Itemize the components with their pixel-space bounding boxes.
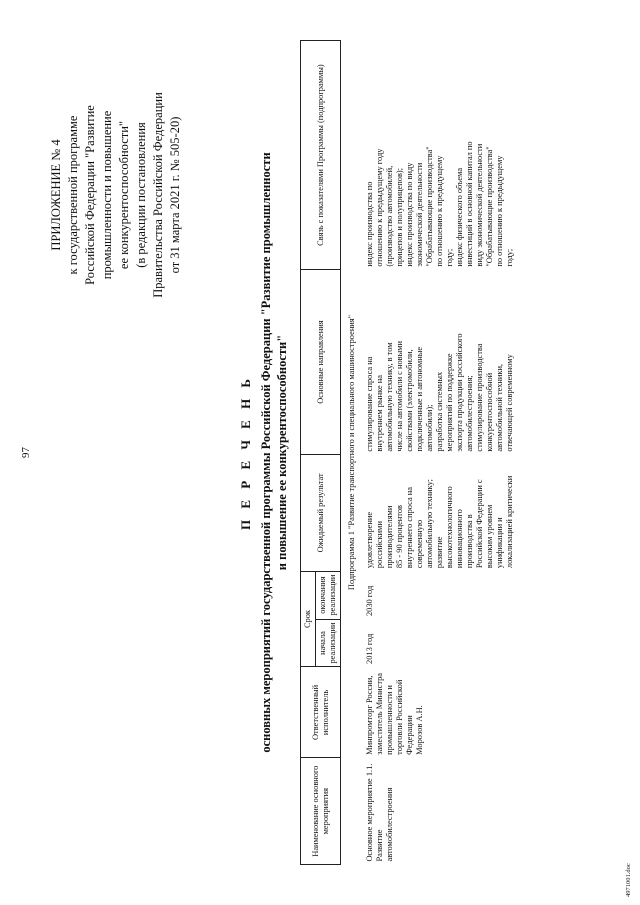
- document-subtitle-line2: и повышение ее конкурентоспособности": [275, 334, 289, 571]
- page-number: 97: [20, 447, 32, 458]
- appendix-line: к государственной программе: [66, 115, 80, 275]
- header-start: начала реализации: [316, 619, 341, 667]
- appendix-line: Российской Федерации "Развитие: [83, 105, 97, 285]
- header-term: Срок: [301, 571, 316, 667]
- appendix-line: (в редакции постановления: [134, 122, 148, 268]
- table-row: [361, 41, 519, 865]
- cell-link: индекс производства по отношению к предыдущему году (производство автомобилей, прицепов и полуприцепов); индекс производства по виду экономической деятельности "Обрабатывающие производства" по отношению к предыдущему году; индекс физического объема инвестиций в основной капитал по виду экономической деятельности "Обрабатывающие производства" по отношению к предыдущему году;: [365, 141, 514, 267]
- header-end: окончания реализации: [316, 571, 341, 619]
- header-result: Ожидаемый результат: [301, 455, 341, 572]
- cell-directions: стимулирование спроса на внутреннем рынке на автомобильную технику, в том числе на автомобили с новыми свойствами (электромобили, подключенные и автономные автомобили); разработка системных мероприятий по поддержке экспорта продукции российского автомобилестроения; стимулирование производства конкурентоспособной автомобильной техники, отвечающей современному: [365, 333, 514, 452]
- cell-name: Основное мероприятие 1.1. Развитие автомобилестроения: [365, 763, 394, 862]
- appendix-line: ее конкурентоспособности": [117, 120, 131, 270]
- subprogram-title: Подпрограмма 1 "Развитие транспортного и специального машиностроения": [347, 314, 356, 591]
- footer-filename: 4971001.doc: [625, 863, 632, 897]
- cell-end: 2030 год: [365, 585, 374, 617]
- document-heading: [238, 40, 290, 865]
- header-name: Наименование основного мероприятия: [301, 758, 341, 865]
- cell-executor: Минпромторг России, заместитель Министра промышленности и торговли Российской Федерации Морозов А.Н.: [365, 673, 424, 755]
- appendix-line: промышленности и повышение: [100, 110, 114, 280]
- appendix-line: Правительства Российской Федерации: [151, 92, 165, 298]
- appendix-block: [48, 25, 184, 365]
- header-link: Связь с показателями Программы (подпрограммы): [301, 41, 341, 270]
- document-title: П Е Р Е Ч Е Н Ь: [238, 374, 253, 531]
- appendix-line: от 31 марта 2021 г. № 505-20): [168, 116, 182, 274]
- header-directions: Основные направления: [301, 270, 341, 455]
- appendix-line: ПРИЛОЖЕНИЕ № 4: [49, 139, 63, 251]
- measures-table: [300, 40, 519, 865]
- document-subtitle-line1: основных мероприятий государственной программы Российской Федерации "Развитие промышленности: [259, 152, 273, 753]
- cell-result: удовлетворение российскими производителями 85 - 90 процентов внутреннего спроса на современную автомобильную технику; развитие высокотехнологичного инновационного производства в Российской Федерации с высоким уровнем унификации и локализацией критически: [365, 475, 514, 569]
- cell-start: 2013 год: [365, 633, 374, 664]
- header-executor: Ответственный исполнитель: [301, 667, 341, 758]
